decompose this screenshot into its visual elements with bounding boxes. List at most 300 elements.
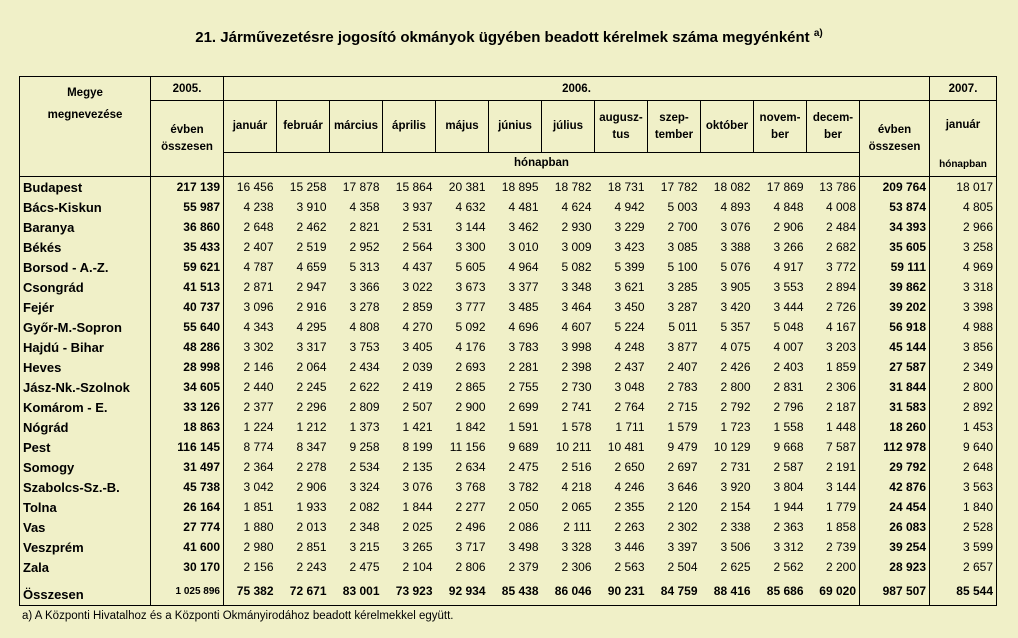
total-2006-value: 987 507 (860, 577, 930, 606)
month-value: 2 900 (455, 400, 486, 414)
month-value: 1 944 (773, 500, 804, 514)
header-month-11: novem-ber (754, 101, 807, 153)
header-county: Megye megnevezése (20, 77, 151, 177)
header-month-9: szep-tember (648, 101, 701, 153)
table-row (20, 457, 997, 477)
month-value: 4 917 (773, 260, 804, 274)
month-value: 3 287 (667, 300, 698, 314)
total-month-value: 73 923 (383, 577, 436, 606)
month-value: 3 777 (455, 300, 486, 314)
month-value: 3 920 (720, 480, 751, 494)
month-value: 2 792 (720, 400, 751, 414)
total-2005-value: 55 987 (151, 197, 224, 217)
total-month-value: 72 671 (277, 577, 330, 606)
total-2006-value: 209 764 (860, 177, 930, 198)
table-title (0, 28, 1018, 46)
month-value: 2 082 (349, 500, 380, 514)
month-value: 8 347 (296, 440, 327, 454)
month-value: 2 519 (296, 240, 327, 254)
footnote: a) A Központi Hivatalhoz és a Központi Okmányirodához beadott kérelmekkel együtt. (22, 610, 454, 622)
month-value: 3 498 (508, 540, 539, 554)
month-value: 2 952 (349, 240, 380, 254)
month-value: 3 998 (561, 340, 592, 354)
month-value: 2 871 (224, 277, 277, 297)
title-text: 21. Járművezetésre jogosító okmányok ügyében beadott kérelmek száma megyénként (195, 29, 810, 46)
month-value: 2 806 (455, 560, 486, 574)
month-value: 1 578 (561, 420, 592, 434)
county-name: Veszprém (20, 537, 151, 557)
county-name: Pest (20, 437, 151, 457)
month-value: 2 064 (296, 360, 327, 374)
month-value: 2 739 (825, 540, 856, 554)
total-2005-value: 45 738 (151, 477, 224, 497)
month-value: 5 082 (561, 260, 592, 274)
total-2006-value: 53 874 (860, 197, 930, 217)
total-2006-value: 26 083 (860, 517, 930, 537)
header-month-7: július (542, 101, 595, 153)
month-value: 3 464 (561, 300, 592, 314)
total-2006-value: 45 144 (860, 337, 930, 357)
header-2007-cell (930, 101, 997, 177)
month-value: 4 696 (508, 320, 539, 334)
month-value: 3 446 (614, 540, 645, 554)
month-value: 1 859 (825, 360, 856, 374)
jan-2007-value: 2 648 (930, 457, 997, 477)
jan-2007-value: 1 453 (930, 417, 997, 437)
month-value: 5 076 (720, 260, 751, 274)
month-value: 17 869 (754, 177, 807, 198)
jan-2007-value: 3 599 (930, 537, 997, 557)
header-month-10: október (701, 101, 754, 153)
data-table (19, 76, 997, 606)
header-year-2007: 2007. (930, 77, 997, 101)
month-value: 1 844 (402, 500, 433, 514)
month-value: 2 419 (402, 380, 433, 394)
table-row (20, 177, 997, 198)
table-row (20, 377, 997, 397)
jan-2007-value: 3 398 (930, 297, 997, 317)
total-2006-value: 31 844 (860, 377, 930, 397)
total-2005-value: 36 860 (151, 217, 224, 237)
month-value: 7 587 (825, 440, 856, 454)
county-name: Budapest (20, 177, 151, 198)
jan-2007-value: 2 349 (930, 357, 997, 377)
jan-2007-value: 2 966 (930, 217, 997, 237)
month-value: 2 348 (349, 520, 380, 534)
month-value: 4 632 (455, 200, 486, 214)
total-2006-value: 56 918 (860, 317, 930, 337)
county-name: Jász-Nk.-Szolnok (20, 377, 151, 397)
jan-2007-value: 18 017 (930, 177, 997, 198)
month-value: 2 699 (508, 400, 539, 414)
month-value: 2 693 (455, 360, 486, 374)
month-value: 2 403 (773, 360, 804, 374)
month-value: 4 246 (614, 480, 645, 494)
month-value: 2 306 (825, 380, 856, 394)
table-header (20, 77, 997, 177)
county-name: Vas (20, 517, 151, 537)
month-value: 2 831 (773, 380, 804, 394)
header-month-12: decem-ber (807, 101, 860, 153)
month-value: 4 343 (224, 317, 277, 337)
month-value: 3 450 (614, 300, 645, 314)
month-value: 2 440 (224, 377, 277, 397)
jan-2007-value: 2 528 (930, 517, 997, 537)
total-jan-2007-value: 85 544 (930, 577, 997, 606)
total-month-value: 86 046 (542, 577, 595, 606)
month-value: 2 379 (508, 560, 539, 574)
header-month-1: január (224, 101, 277, 153)
month-value: 3 377 (508, 280, 539, 294)
month-value: 4 218 (561, 480, 592, 494)
county-name: Somogy (20, 457, 151, 477)
month-value: 1 591 (508, 420, 539, 434)
month-value: 4 942 (614, 200, 645, 214)
month-value: 2 980 (224, 537, 277, 557)
total-2006-value: 59 111 (860, 257, 930, 277)
month-value: 3 673 (455, 280, 486, 294)
month-value: 4 007 (773, 340, 804, 354)
month-value: 2 700 (667, 220, 698, 234)
month-value: 2 821 (349, 220, 380, 234)
month-value: 2 496 (455, 520, 486, 534)
month-value: 4 624 (561, 200, 592, 214)
month-value: 3 009 (561, 240, 592, 254)
month-value: 18 082 (701, 177, 754, 198)
jan-2007-value: 4 805 (930, 197, 997, 217)
month-value: 5 003 (667, 200, 698, 214)
month-value: 3 229 (614, 220, 645, 234)
month-value: 3 076 (402, 480, 433, 494)
month-value: 1 933 (296, 500, 327, 514)
month-value: 15 864 (383, 177, 436, 198)
total-2005-value: 28 998 (151, 357, 224, 377)
total-2006-value: 39 254 (860, 537, 930, 557)
total-2005-value: 41 513 (151, 277, 224, 297)
month-value: 2 764 (614, 400, 645, 414)
month-value: 2 726 (825, 300, 856, 314)
table-row (20, 257, 997, 277)
month-value: 3 485 (508, 300, 539, 314)
month-value: 2 013 (296, 520, 327, 534)
total-month-value: 85 686 (754, 577, 807, 606)
month-value: 2 156 (224, 557, 277, 577)
table-body (20, 177, 997, 606)
table-row (20, 537, 997, 557)
table-row (20, 277, 997, 297)
month-value: 9 689 (508, 440, 539, 454)
month-value: 4 075 (720, 340, 751, 354)
jan-2007-value: 2 892 (930, 397, 997, 417)
table-row (20, 397, 997, 417)
month-value: 2 894 (825, 280, 856, 294)
month-value: 2 634 (455, 460, 486, 474)
total-month-value: 83 001 (330, 577, 383, 606)
month-value: 3 265 (402, 540, 433, 554)
table-row (20, 477, 997, 497)
month-value: 5 357 (720, 320, 751, 334)
jan-2007-value: 1 840 (930, 497, 997, 517)
month-value: 2 135 (402, 460, 433, 474)
month-value: 2 851 (296, 540, 327, 554)
month-value: 2 504 (667, 560, 698, 574)
month-value: 5 092 (455, 320, 486, 334)
month-value: 17 782 (648, 177, 701, 198)
county-name: Tolna (20, 497, 151, 517)
month-value: 3 783 (508, 340, 539, 354)
header-month-6: június (489, 101, 542, 153)
month-value: 1 558 (773, 420, 804, 434)
month-value: 4 787 (224, 257, 277, 277)
month-value: 2 930 (561, 220, 592, 234)
total-month-value: 69 020 (807, 577, 860, 606)
month-value: 2 050 (508, 500, 539, 514)
month-value: 4 659 (296, 260, 327, 274)
month-value: 5 100 (667, 260, 698, 274)
county-name: Borsod - A.-Z. (20, 257, 151, 277)
total-2005-value: 27 774 (151, 517, 224, 537)
total-2005-value: 116 145 (151, 437, 224, 457)
month-value: 2 065 (561, 500, 592, 514)
month-value: 18 895 (489, 177, 542, 198)
month-value: 2 625 (720, 560, 751, 574)
total-2005-value: 33 126 (151, 397, 224, 417)
month-value: 1 421 (402, 420, 433, 434)
county-name: Békés (20, 237, 151, 257)
month-value: 3 317 (296, 340, 327, 354)
total-2005-value: 55 640 (151, 317, 224, 337)
month-value: 1 851 (224, 497, 277, 517)
month-value: 4 008 (825, 200, 856, 214)
month-value: 2 564 (402, 240, 433, 254)
month-value: 2 947 (296, 280, 327, 294)
month-value: 1 842 (455, 420, 486, 434)
month-value: 3 717 (455, 540, 486, 554)
table-row (20, 217, 997, 237)
total-month-value: 92 934 (436, 577, 489, 606)
month-value: 2 516 (561, 460, 592, 474)
month-value: 5 313 (349, 260, 380, 274)
month-value: 3 215 (349, 540, 380, 554)
county-name: Hajdú - Bihar (20, 337, 151, 357)
header-monthly-label: hónapban (224, 153, 860, 173)
month-value: 2 243 (296, 560, 327, 574)
month-value: 9 258 (349, 440, 380, 454)
header-month-2: február (277, 101, 330, 153)
month-value: 2 562 (773, 560, 804, 574)
month-value: 2 437 (614, 360, 645, 374)
month-value: 2 697 (667, 460, 698, 474)
month-value: 2 507 (402, 400, 433, 414)
month-value: 2 783 (667, 380, 698, 394)
month-value: 3 328 (561, 540, 592, 554)
county-name: Komárom - E. (20, 397, 151, 417)
month-value: 4 167 (825, 320, 856, 334)
table-row (20, 497, 997, 517)
jan-2007-value: 3 563 (930, 477, 997, 497)
month-value: 2 648 (224, 217, 277, 237)
month-value: 9 479 (667, 440, 698, 454)
month-value: 5 224 (614, 320, 645, 334)
month-value: 2 363 (773, 520, 804, 534)
month-value: 4 270 (402, 320, 433, 334)
header-year-2005: 2005. (151, 77, 224, 101)
total-2005-value: 48 286 (151, 337, 224, 357)
month-value: 10 129 (713, 440, 751, 454)
month-value: 2 039 (402, 360, 433, 374)
month-value: 4 964 (508, 260, 539, 274)
month-value: 2 563 (614, 560, 645, 574)
total-2006-value: 112 978 (860, 437, 930, 457)
month-value: 3 462 (508, 220, 539, 234)
total-2006-value: 18 260 (860, 417, 930, 437)
table-row (20, 237, 997, 257)
month-value: 3 278 (349, 300, 380, 314)
month-value: 2 426 (720, 360, 751, 374)
month-value: 2 278 (296, 460, 327, 474)
total-2005-value: 217 139 (151, 177, 224, 198)
total-month-value: 84 759 (648, 577, 701, 606)
month-value: 5 605 (455, 260, 486, 274)
month-value: 1 373 (349, 420, 380, 434)
month-value: 3 768 (455, 480, 486, 494)
month-value: 15 258 (277, 177, 330, 198)
county-name: Heves (20, 357, 151, 377)
month-value: 8 199 (402, 440, 433, 454)
month-value: 2 715 (667, 400, 698, 414)
month-value: 1 723 (720, 420, 751, 434)
month-value: 2 800 (720, 380, 751, 394)
month-value: 2 587 (773, 460, 804, 474)
county-name: Nógrád (20, 417, 151, 437)
month-value: 18 731 (595, 177, 648, 198)
table-row (20, 557, 997, 577)
month-value: 2 462 (296, 220, 327, 234)
total-2005-value: 34 605 (151, 377, 224, 397)
jan-2007-value: 3 856 (930, 337, 997, 357)
table-row (20, 357, 997, 377)
month-value: 3 420 (720, 300, 751, 314)
total-2006-value: 31 583 (860, 397, 930, 417)
total-2006-value: 42 876 (860, 477, 930, 497)
month-value: 4 607 (561, 320, 592, 334)
month-value: 3 397 (667, 540, 698, 554)
month-value: 11 156 (449, 440, 486, 454)
month-value: 4 481 (508, 200, 539, 214)
county-name: Csongrád (20, 277, 151, 297)
month-value: 4 893 (720, 200, 751, 214)
month-value: 3 010 (508, 240, 539, 254)
month-value: 2 111 (563, 520, 592, 534)
month-value: 3 285 (667, 280, 698, 294)
month-value: 1 224 (224, 417, 277, 437)
month-value: 2 407 (667, 360, 698, 374)
month-value: 3 621 (614, 280, 645, 294)
month-value: 3 405 (402, 340, 433, 354)
month-value: 2 484 (825, 220, 856, 234)
month-value: 2 398 (561, 360, 592, 374)
table-row (20, 337, 997, 357)
month-value: 2 809 (349, 400, 380, 414)
county-name: Bács-Kiskun (20, 197, 151, 217)
month-value: 4 808 (349, 320, 380, 334)
month-value: 2 741 (561, 400, 592, 414)
jan-2007-value: 4 988 (930, 317, 997, 337)
month-value: 3 910 (296, 200, 327, 214)
month-value: 3 444 (773, 300, 804, 314)
total-2006-value: 29 792 (860, 457, 930, 477)
header-2007-january: január (945, 119, 981, 131)
month-value: 3 144 (825, 480, 856, 494)
month-value: 1 880 (224, 517, 277, 537)
month-value: 1 579 (667, 420, 698, 434)
total-2005-value: 26 164 (151, 497, 224, 517)
month-value: 2 865 (455, 380, 486, 394)
month-value: 2 650 (614, 460, 645, 474)
month-value: 2 730 (561, 380, 592, 394)
month-value: 2 104 (402, 560, 433, 574)
total-2005-value: 1 025 896 (151, 577, 224, 606)
table-row (20, 517, 997, 537)
month-value: 2 531 (402, 220, 433, 234)
month-value: 2 475 (349, 560, 380, 574)
month-value: 3 348 (561, 280, 592, 294)
county-name: Szabolcs-Sz.-B. (20, 477, 151, 497)
month-value: 2 355 (614, 500, 645, 514)
month-value: 2 263 (614, 520, 645, 534)
month-value: 13 786 (807, 177, 860, 198)
total-2005-value: 59 621 (151, 257, 224, 277)
header-month-8: augusz-tus (595, 101, 648, 153)
month-value: 2 622 (349, 380, 380, 394)
total-2005-value: 40 737 (151, 297, 224, 317)
month-value: 2 859 (402, 300, 433, 314)
month-value: 2 434 (349, 360, 380, 374)
total-row (20, 577, 997, 606)
month-value: 8 774 (224, 437, 277, 457)
month-value: 10 211 (555, 440, 592, 454)
month-value: 2 277 (455, 500, 486, 514)
county-name: Baranya (20, 217, 151, 237)
table-row (20, 317, 997, 337)
month-value: 16 456 (224, 177, 277, 198)
month-value: 3 646 (667, 480, 698, 494)
month-value: 3 553 (773, 280, 804, 294)
total-month-value: 85 438 (489, 577, 542, 606)
month-value: 1 779 (825, 500, 856, 514)
jan-2007-value: 9 640 (930, 437, 997, 457)
month-value: 4 358 (349, 200, 380, 214)
month-value: 2 086 (508, 520, 539, 534)
month-value: 3 022 (402, 280, 433, 294)
month-value: 3 804 (773, 480, 804, 494)
month-value: 1 858 (825, 520, 856, 534)
month-value: 2 377 (224, 397, 277, 417)
jan-2007-value: 3 258 (930, 237, 997, 257)
month-value: 2 916 (296, 300, 327, 314)
total-2006-value: 35 605 (860, 237, 930, 257)
month-value: 2 755 (508, 380, 539, 394)
title-footnote-mark: a) (813, 28, 823, 39)
total-label: Összesen (20, 577, 151, 606)
month-value: 3 096 (224, 297, 277, 317)
month-value: 3 877 (667, 340, 698, 354)
total-2005-value: 41 600 (151, 537, 224, 557)
header-month-3: március (330, 101, 383, 153)
month-value: 2 475 (508, 460, 539, 474)
month-value: 3 782 (508, 480, 539, 494)
header-year-2006: 2006. (224, 77, 930, 101)
